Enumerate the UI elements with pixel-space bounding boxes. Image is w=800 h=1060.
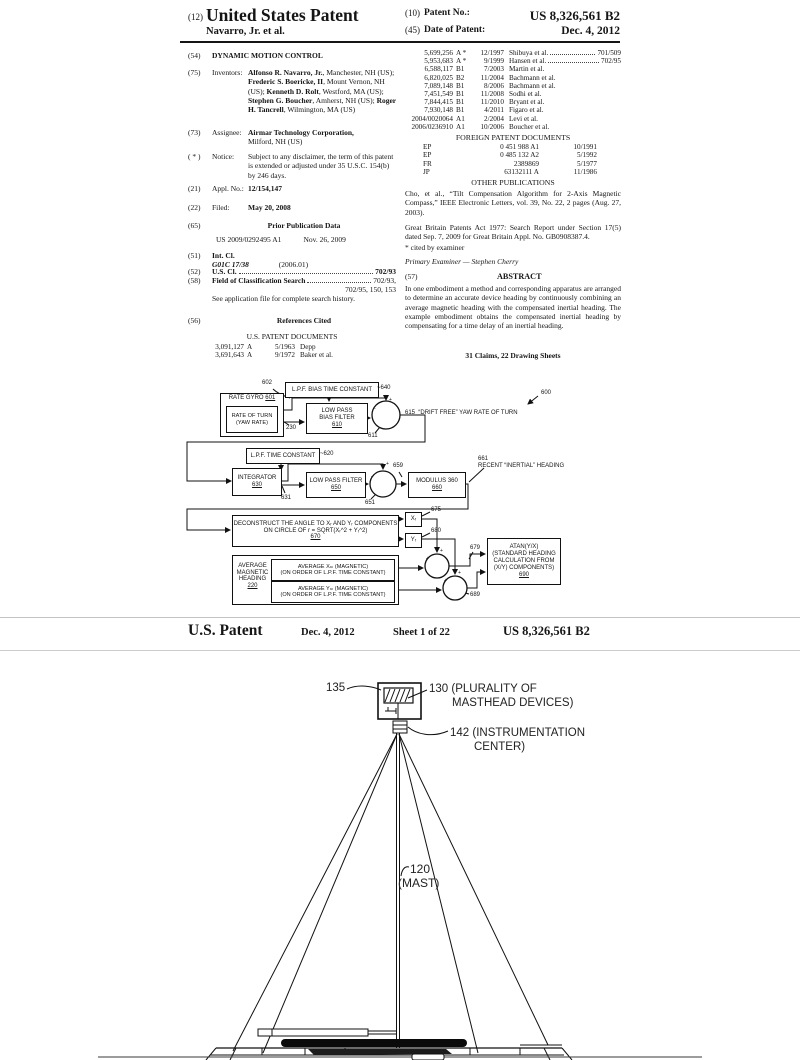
box-label: (STANDARD HEADING — [492, 551, 556, 558]
box-label: ON CIRCLE OF r = SQRT(Xᵣ^2 + Yᵣ^2) — [263, 527, 368, 534]
plus-sign: + — [444, 578, 447, 584]
patent-number: 7,089,148 — [424, 81, 453, 90]
box-label: ATAN(Y/X) — [509, 544, 539, 551]
assignee-name: Airmar Technology Corporation, — [248, 128, 354, 137]
claims-line: 31 Claims, 22 Drawing Sheets — [465, 351, 561, 360]
uspd-row — [196, 351, 386, 359]
plus-sign: + — [386, 461, 389, 467]
inventors-label: Inventors: — [212, 68, 243, 77]
us-patent-row — [405, 57, 621, 65]
us-patents-list — [405, 49, 621, 131]
atan-box — [487, 538, 561, 585]
plus-sign: + — [458, 570, 461, 576]
pub-date: Nov. 26, 2009 — [303, 235, 346, 244]
box-label: DECONSTRUCT THE ANGLE TO Xᵣ AND Yᵣ COMPONENTS — [233, 520, 398, 527]
assignee-value — [248, 128, 396, 147]
patent-date: 11/2008 — [480, 90, 504, 99]
code-45: (45) — [405, 25, 420, 35]
country-code: JP — [423, 168, 430, 177]
box-label: HEADING — [238, 576, 267, 583]
patent-kind: A1 — [456, 114, 465, 123]
foreign-row — [423, 151, 621, 159]
code-21: (21) — [188, 184, 201, 193]
mast-label: (MAST) — [398, 876, 440, 890]
foreign-date: 5/1977 — [577, 159, 597, 168]
abstract-header — [405, 272, 621, 282]
prior-pub-title: Prior Publication Data — [267, 221, 341, 230]
page-title: United States Patent — [206, 5, 359, 25]
rate-of-turn-box — [226, 406, 278, 433]
filed-label: Filed: — [212, 203, 230, 212]
patent-number: 7,930,148 — [424, 106, 453, 115]
patent-kind: A1 — [456, 122, 465, 131]
focs-note: See application file for complete search history. — [212, 294, 356, 303]
inventor-loc: , Amherst, NH (US); — [312, 95, 377, 105]
uspd-title: U.S. PATENT DOCUMENTS — [246, 332, 338, 341]
box-label: L.P.F. TIME CONSTANT — [250, 452, 316, 459]
refs-cited-title: References Cited — [276, 316, 332, 325]
patent-number: 3,091,127 — [215, 343, 244, 351]
patent-number: 2006/0236910 — [411, 122, 453, 131]
filed-row — [188, 203, 396, 212]
header-rule — [180, 41, 620, 43]
foreign-date: 5/1992 — [577, 151, 597, 160]
patent-date: 10/2006 — [480, 122, 504, 131]
country-code: EP — [423, 143, 432, 151]
us-patent-row — [405, 82, 621, 90]
other-pub-1: Cho, et al., “Tilt Compensation Algorithm for 2-Axis Magnetic Compass,” IEEE Electronic Letters, vol. 39, No. 22, 2 pages (Aug. 27, 2003). — [405, 189, 621, 217]
patent-date: 2/2004 — [484, 114, 504, 123]
assignee-label: Assignee: — [212, 128, 242, 137]
foreign-number: 0 485 132 A2 — [500, 151, 539, 160]
foreign-row — [423, 168, 621, 176]
patent-name: Sodhi et al. — [509, 90, 542, 99]
uspd-table — [196, 343, 386, 359]
patent-date: 8/2006 — [484, 81, 504, 90]
filed-date: May 20, 2008 — [248, 203, 291, 212]
patent-date: 7/2003 — [484, 65, 504, 74]
inventors-row — [188, 68, 396, 114]
other-pubs-title: OTHER PUBLICATIONS — [471, 178, 555, 187]
sheet-header-date: Dec. 4, 2012 — [301, 627, 355, 638]
box-label: Xᵣ — [410, 516, 417, 523]
ref-600: 600 — [541, 390, 552, 396]
ref-130-label-line1: 130 (PLURALITY OF — [429, 683, 537, 695]
box-label: RATE GYRO — [228, 395, 266, 401]
uspd-title-row — [188, 332, 396, 341]
patent-date: 11/2004 — [480, 73, 504, 82]
box-label: AVERAGE — [238, 563, 267, 569]
patent-name: Levi et al. — [509, 114, 538, 123]
inventor-loc: , Westford, MA (US); — [318, 86, 384, 96]
ref-615: 615 — [405, 410, 416, 416]
leader-dots — [550, 49, 595, 55]
inventor-name: Frederic S. Boericke, II — [248, 77, 324, 87]
ref-661: 661 — [478, 456, 489, 462]
code-51: (51) — [188, 251, 201, 260]
inventor-name: Roger H. Tancrell — [248, 95, 397, 115]
patent-name: Martin et al. — [509, 65, 545, 74]
patent-kind: A * — [456, 49, 467, 57]
notice-row — [188, 152, 396, 180]
patent-kind: B1 — [456, 106, 465, 115]
output-615-label — [405, 410, 518, 417]
yr-box — [405, 533, 422, 548]
box-label: Yᵣ — [410, 537, 417, 544]
ref-135-label: 135 — [326, 682, 346, 694]
lpf-time-constant-box — [246, 448, 320, 464]
us-patent-row — [405, 49, 621, 57]
box-label: INTEGRATOR — [237, 475, 277, 482]
code-54: (54) — [188, 51, 201, 60]
date-value: Dec. 4, 2012 — [561, 25, 620, 37]
flow-diagram — [185, 378, 585, 614]
foreign-number: 2389869 — [513, 159, 539, 168]
ref-611: 611 — [368, 433, 378, 439]
invention-title-row — [188, 51, 396, 60]
ref-660: 660 — [431, 485, 442, 491]
leader-dots — [548, 57, 599, 63]
inventor-name: Kenneth D. Rolt — [266, 86, 319, 96]
ref-659: 659 — [393, 463, 404, 469]
cited-by-examiner: * cited by examiner — [405, 243, 465, 252]
invention-title: DYNAMIC MOTION CONTROL — [212, 51, 323, 60]
header-separator — [0, 650, 800, 651]
output-661-label — [478, 456, 564, 469]
box-label: RATE OF TURN — [231, 413, 273, 420]
ref-220: 220 — [247, 582, 258, 589]
box-label: L.P.F. BIAS TIME CONSTANT — [291, 386, 373, 393]
ref-680: 680 — [431, 528, 442, 534]
ref-675: 675 — [431, 507, 442, 513]
minus-sign: − — [373, 406, 376, 412]
patent-kind: A * — [456, 57, 467, 66]
plus-sign: + — [389, 397, 392, 403]
ref-120-label: 120 — [410, 862, 431, 876]
patent-date: 4/2011 — [484, 106, 504, 115]
box-label: (YAW RATE) — [236, 419, 268, 426]
box-label: MODULUS 360 — [416, 478, 458, 485]
patent-authors: Navarro, Jr. et al. — [206, 26, 285, 37]
avg-heading-title — [236, 563, 269, 589]
pub-no: US 2009/0292495 A1 — [216, 235, 282, 244]
box-label: (ON ORDER OF L.P.F. TIME CONSTANT) — [280, 592, 386, 598]
foreign-row — [423, 160, 621, 168]
box-label: LOW PASS — [321, 408, 353, 415]
us-patent-row — [405, 115, 621, 123]
date-label: Date of Patent: — [424, 25, 486, 35]
code-22: (22) — [188, 203, 201, 212]
patent-number: 3,691,643 — [215, 351, 244, 360]
patent-name: Baker et al. — [300, 351, 333, 360]
patent-name: Bryant et al. — [509, 98, 545, 107]
ref-651: 651 — [365, 500, 376, 506]
sheet-number: Sheet 1 of 22 — [393, 627, 450, 638]
rate-gyro-box — [220, 393, 284, 437]
abstract-text: In one embodiment a method and corresponding apparatus are arranged to determine an accurate device heading by continuously combining an average magnetic heading with the compensated inertial heading. The example embodiment obtains the compensated inertial heading by compensating for a time delay of an inertial heading. — [405, 284, 621, 331]
us-cl-label: U.S. Cl. — [212, 267, 237, 276]
patent-number: 7,451,549 — [424, 90, 453, 99]
inventor-loc: , Wilmington, MA (US) — [283, 105, 356, 115]
ref-679: 679 — [470, 545, 481, 551]
appl-no-row — [188, 184, 396, 193]
patent-number: 6,820,025 — [424, 73, 453, 82]
ref-631: 631 — [281, 495, 292, 501]
foreign-list — [405, 143, 621, 176]
patent-no-label: Patent No.: — [424, 8, 470, 18]
foreign-row — [423, 143, 621, 151]
lpf-bias-time-constant-box — [285, 382, 379, 398]
code-58: (58) — [188, 276, 201, 285]
appl-label: Appl. No.: — [212, 184, 244, 193]
sailboat-figure — [0, 655, 800, 1060]
patent-kind: B1 — [456, 65, 465, 74]
leader-dots — [307, 276, 371, 283]
integrator-box — [232, 468, 282, 496]
modulus-360-box — [408, 472, 466, 498]
code-65: (65) — [188, 221, 201, 230]
country-code: EP — [423, 151, 432, 160]
patent-name: Figaro et al. — [509, 106, 544, 115]
low-pass-bias-filter-box — [306, 403, 368, 434]
foreign-date: 10/1991 — [573, 143, 597, 151]
us-patent-row — [405, 106, 621, 114]
code-73: (73) — [188, 128, 201, 137]
patent-date: 9/1972 — [275, 351, 295, 360]
plus-sign: + — [426, 556, 429, 562]
box-label: AVERAGE Xₘ (MAGNETIC) — [297, 563, 369, 570]
us-cl-row — [188, 267, 396, 276]
ref-620: ~620 — [320, 451, 334, 457]
patent-number: 6,588,117 — [424, 65, 453, 74]
page-separator — [0, 617, 800, 618]
recent-inertial-heading-label: RECENT “INERTIAL” HEADING — [478, 462, 565, 469]
patent-name: Depp — [300, 343, 316, 351]
deconstruct-angle-box — [232, 515, 399, 547]
rate-gyro-title — [229, 395, 276, 402]
focs-row-2 — [188, 285, 396, 294]
int-cl-label: Int. Cl. — [212, 251, 235, 260]
refs-cited-row — [188, 316, 396, 325]
us-patent-row — [405, 74, 621, 82]
patent-date: 9/1999 — [484, 57, 504, 66]
focs-value-1: 702/93, — [373, 276, 396, 285]
ref-601: 601 — [265, 395, 276, 401]
date-row — [405, 25, 620, 37]
patent-date: 12/1997 — [480, 49, 504, 57]
notice-label: Notice: — [212, 152, 235, 161]
box-label: LOW PASS FILTER — [309, 478, 363, 485]
xr-box — [405, 512, 422, 527]
patent-kind: A — [247, 351, 253, 360]
us-patent-row — [405, 98, 621, 106]
ref-689: 689 — [470, 592, 481, 598]
sheet-patent-no: US 8,326,561 B2 — [503, 624, 590, 638]
code-star: ( * ) — [188, 152, 201, 161]
focs-row — [188, 276, 396, 285]
sheet-header-title: U.S. Patent — [188, 622, 263, 639]
inventors-value — [248, 68, 396, 114]
box-label: AVERAGE Yₘ (MAGNETIC) — [297, 585, 369, 592]
ref-130-label-line2: MASTHEAD DEVICES) — [452, 697, 574, 709]
us-patent-row — [405, 123, 621, 131]
appl-no: 12/154,147 — [248, 184, 282, 193]
foreign-title: FOREIGN PATENT DOCUMENTS — [455, 133, 571, 142]
ref-230: 230 — [286, 425, 297, 431]
code-12: (12) — [188, 12, 203, 22]
int-cl-year: (2006.01) — [278, 260, 309, 270]
patent-no-row — [405, 8, 620, 24]
focs-value-2: 702/95, 150, 153 — [345, 285, 396, 294]
code-10: (10) — [405, 8, 420, 18]
us-cl-value: 702/93 — [375, 267, 396, 276]
box-label: CALCULATION FROM — [493, 558, 555, 565]
focs-note-row — [188, 294, 396, 303]
patent-number: 5,953,683 — [424, 57, 453, 66]
us-patent-row — [405, 90, 621, 98]
ref-142-label-line1: 142 (INSTRUMENTATION — [450, 727, 586, 739]
ref-630: 630 — [251, 482, 262, 488]
ref-670: 670 — [310, 534, 321, 541]
average-xm-box — [271, 559, 395, 581]
uspd-row — [196, 343, 386, 351]
patent-name: Hansen et al. — [509, 57, 547, 66]
foreign-date: 11/1986 — [573, 168, 597, 177]
prior-pub-row — [188, 221, 396, 230]
patent-kind: B2 — [456, 73, 465, 82]
assignee-row — [188, 128, 396, 147]
patent-number: 7,844,415 — [424, 98, 453, 107]
foreign-number: 0 451 988 A1 — [500, 143, 539, 151]
leader-dots — [239, 267, 374, 274]
patent-date: 11/2010 — [480, 98, 504, 107]
ref-602: 602 — [262, 380, 273, 386]
inventor-name: Alfonso R. Navarro, Jr. — [248, 68, 323, 77]
primary-examiner: Primary Examiner — Stephen Cherry — [405, 257, 519, 266]
box-label: (X/Y) COMPONENTS) — [493, 564, 555, 571]
code-56: (56) — [188, 316, 201, 325]
pub-data-row — [188, 235, 396, 244]
inventor-name: Stephen G. Boucher — [248, 95, 313, 105]
minus-sign: − — [371, 474, 374, 480]
ref-650: 650 — [330, 485, 341, 491]
abstract-title: ABSTRACT — [496, 272, 542, 281]
patent-name: Bachmann et al. — [509, 73, 556, 82]
country-code: FR — [423, 159, 432, 168]
focs-label: Field of Classification Search — [212, 276, 306, 285]
patent-name: Shibuya et al. — [509, 49, 549, 57]
inventor-loc: , Manchester, NH (US); — [322, 68, 395, 77]
assignee-location: Milford, NH (US) — [248, 137, 303, 147]
ref-690: 690 — [518, 571, 529, 578]
int-cl-code: G01C 17/38 — [212, 260, 249, 270]
ref-640: ~640 — [377, 385, 391, 391]
foreign-number: 63132111 A — [504, 168, 539, 177]
patent-kind: B1 — [456, 98, 465, 107]
box-label: (ON ORDER OF L.P.F. TIME CONSTANT) — [280, 570, 386, 576]
box-label: BIAS FILTER — [319, 415, 355, 422]
plus-sign: + — [440, 548, 443, 554]
ref-142-label-line2: CENTER) — [474, 741, 526, 753]
drift-free-label: “DRIFT FREE” YAW RATE OF TURN — [418, 410, 518, 416]
code-75: (75) — [188, 68, 201, 77]
ref-610: 610 — [331, 421, 342, 428]
other-pub-2: Great Britain Patents Act 1977: Search Report under Section 17(5) dated Sep. 7, 2009 for Great Britain Appl. No. GB0908387.4. — [405, 223, 621, 242]
patent-name: Bachmann et al. — [509, 81, 556, 90]
us-patent-row — [405, 65, 621, 73]
patent-class: 701/509 — [597, 49, 621, 57]
patent-no-value: US 8,326,561 B2 — [529, 8, 620, 23]
patent-name: Boucher et al. — [509, 122, 550, 131]
average-magnetic-heading-box — [232, 555, 399, 605]
notice-text: Subject to any disclaimer, the term of this patent is extended or adjusted under 35 U.S.C. 154(b) by 246 days. — [248, 152, 394, 180]
patent-kind: B1 — [456, 90, 465, 99]
average-ym-box — [271, 581, 395, 603]
patent-number: 5,699,256 — [424, 49, 453, 57]
patent-kind: A — [247, 343, 253, 351]
code-57: (57) — [405, 272, 418, 281]
patent-class: 702/95 — [601, 57, 621, 66]
code-52: (52) — [188, 267, 201, 276]
low-pass-filter-box — [306, 472, 366, 498]
patent-date: 5/1963 — [275, 343, 295, 351]
box-label: MAGNETIC — [236, 569, 269, 576]
patent-kind: B1 — [456, 81, 465, 90]
patent-number: 2004/0020064 — [411, 114, 453, 123]
inventor-loc: , Mount Vernon, NH (US); — [248, 77, 385, 96]
